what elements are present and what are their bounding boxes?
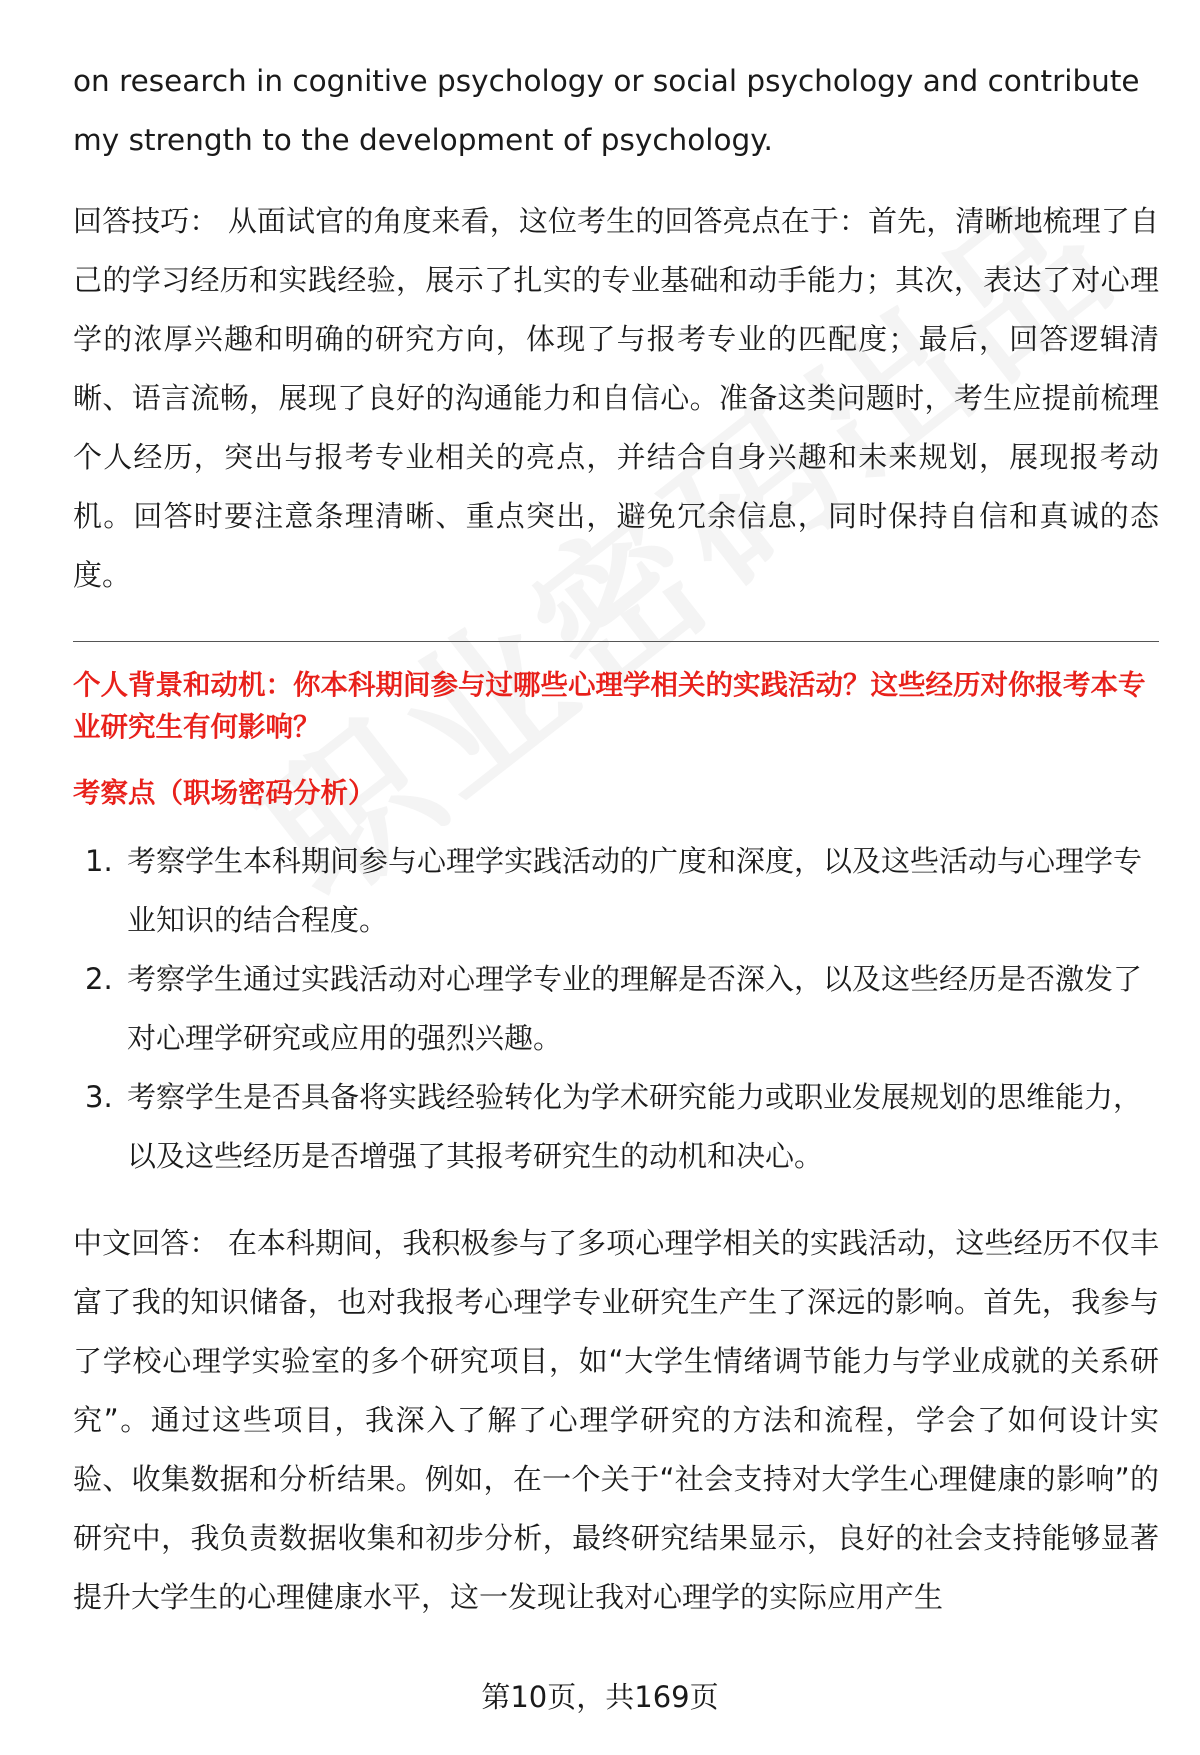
list-item (73, 950, 1159, 1068)
list-item-number: 1. (85, 844, 113, 878)
focus-points-list (73, 832, 1159, 1186)
list-item-text: 考察学生是否具备将实践经验转化为学术研究能力或职业发展规划的思维能力，以及这些经历是否增强了其报考研究生的动机和决心。 (127, 1080, 1143, 1173)
question-heading: 个人背景和动机：你本科期间参与过哪些心理学相关的实践活动？这些经历对你报考本专业研究生有何影响？ (73, 669, 1146, 743)
list-item-number: 2. (85, 962, 113, 996)
intro-english-paragraph: on research in cognitive psychology or social psychology and contribute my strength to the development of psychology. (73, 64, 1140, 157)
list-item (73, 832, 1159, 950)
list-item-text: 考察学生通过实践活动对心理学专业的理解是否深入，以及这些经历是否激发了对心理学研究或应用的强烈兴趣。 (127, 962, 1143, 1055)
page-footer: 第10页，共169页 (481, 1680, 719, 1714)
chinese-answer-paragraph: 中文回答： 在本科期间，我积极参与了多项心理学相关的实践活动，这些经历不仅丰富了我的知识储备，也对我报考心理学专业研究生产生了深远的影响。首先，我参与了学校心理学实验室的多个研究项目，如“大学生情绪调节能力与学业成就的关系研究”。通过这些项目，我深入了解了心理学研究的方法和流程，学会了如何设计实验、收集数据和分析结果。例如，在一个关于“社会支持对大学生心理健康的影响”的研究中，我负责数据收集和初步分析，最终研究结果显示，良好的社会支持能够显著提升大学生的心理健康水平，这一发现让我对心理学的实际应用产生 (73, 1226, 1159, 1614)
focus-heading: 考察点（职场密码分析） (73, 777, 376, 809)
section-divider (73, 641, 1159, 642)
list-item-number: 3. (85, 1080, 113, 1114)
list-item-text: 考察学生本科期间参与心理学实践活动的广度和深度，以及这些活动与心理学专业知识的结合程度。 (127, 844, 1143, 937)
document-body (73, 52, 1159, 1627)
list-item (73, 1068, 1159, 1186)
answer-tips-paragraph: 回答技巧： 从面试官的角度来看，这位考生的回答亮点在于：首先，清晰地梳理了自己的学习经历和实践经验，展示了扎实的专业基础和动手能力；其次，表达了对心理学的浓厚兴趣和明确的研究方向，体现了与报考专业的匹配度；最后，回答逻辑清晰、语言流畅，展现了良好的沟通能力和自信心。准备这类问题时，考生应提前梳理个人经历，突出与报考专业相关的亮点，并结合自身兴趣和未来规划，展现报考动机。回答时要注意条理清晰、重点突出，避免冗余信息，同时保持自信和真诚的态度。 (73, 204, 1159, 592)
